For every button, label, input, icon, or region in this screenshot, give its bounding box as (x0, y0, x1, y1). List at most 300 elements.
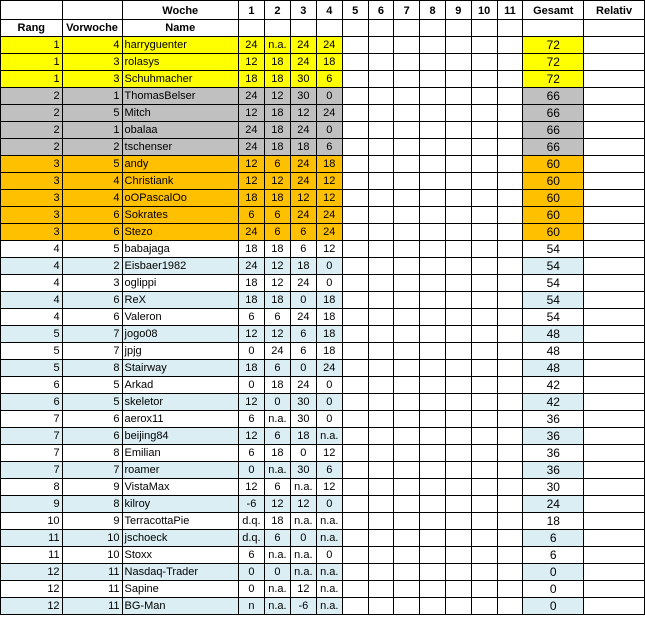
total-score-cell: 42 (523, 394, 584, 411)
week-4-score-cell: 0 (316, 394, 342, 411)
total-score-cell: 60 (523, 224, 584, 241)
week-2-score-cell: 18 (264, 445, 290, 462)
week-4-score-cell: 12 (316, 445, 342, 462)
week-8-score-cell (420, 309, 446, 326)
week-11-score-cell (497, 530, 523, 547)
week-10-score-cell (471, 479, 497, 496)
week-5-score-cell (342, 139, 368, 156)
previous-week-cell: 5 (62, 156, 122, 173)
week-8-score-cell (420, 394, 446, 411)
week-10-score-cell (471, 105, 497, 122)
rank-cell: 8 (1, 479, 63, 496)
week-2-score-cell: 6 (264, 479, 290, 496)
week-9-score-cell (445, 190, 471, 207)
relative-cell (584, 445, 645, 462)
previous-week-cell: 3 (62, 54, 122, 71)
previous-week-cell: 6 (62, 292, 122, 309)
rank-cell: 6 (1, 377, 63, 394)
week-4-score-cell: 12 (316, 173, 342, 190)
relative-cell (584, 360, 645, 377)
week-6-score-cell (368, 173, 394, 190)
week-5-score-cell (342, 54, 368, 71)
player-name-cell: Sokrates (122, 207, 238, 224)
week-7-score-cell (394, 564, 420, 581)
week-11-score-cell (497, 241, 523, 258)
week-6-score-cell (368, 377, 394, 394)
week-8-score-cell (420, 139, 446, 156)
week-4-score-cell: 12 (316, 190, 342, 207)
week-8-score-cell (420, 530, 446, 547)
week-5-score-cell (342, 37, 368, 54)
header-week-4: 4 (316, 1, 342, 20)
week-6-score-cell (368, 445, 394, 462)
player-name-cell: Schuhmacher (122, 71, 238, 88)
relative-cell (584, 326, 645, 343)
player-name-cell: kilroy (122, 496, 238, 513)
previous-week-cell: 11 (62, 564, 122, 581)
player-name-cell: Mitch (122, 105, 238, 122)
week-1-score-cell: 24 (238, 258, 264, 275)
week-7-score-cell (394, 241, 420, 258)
total-score-cell: 66 (523, 88, 584, 105)
week-3-score-cell: 6 (290, 241, 316, 258)
week-1-score-cell: d.q. (238, 513, 264, 530)
week-2-score-cell: 6 (264, 530, 290, 547)
total-score-cell: 0 (523, 598, 584, 615)
relative-cell (584, 37, 645, 54)
week-7-score-cell (394, 428, 420, 445)
rank-cell: 4 (1, 241, 63, 258)
table-row (1, 530, 645, 547)
week-7-score-cell (394, 88, 420, 105)
week-9-score-cell (445, 547, 471, 564)
week-4-score-cell: 0 (316, 377, 342, 394)
week-5-score-cell (342, 377, 368, 394)
week-3-score-cell: 0 (290, 530, 316, 547)
week-1-score-cell: 18 (238, 360, 264, 377)
week-8-score-cell (420, 207, 446, 224)
relative-cell (584, 292, 645, 309)
week-8-score-cell (420, 326, 446, 343)
week-11-score-cell (497, 207, 523, 224)
week-10-score-cell (471, 581, 497, 598)
header-relativ: Relativ (584, 1, 645, 20)
week-6-score-cell (368, 326, 394, 343)
rank-cell: 7 (1, 462, 63, 479)
week-10-score-cell (471, 343, 497, 360)
week-6-score-cell (368, 581, 394, 598)
table-row (1, 258, 645, 275)
week-5-score-cell (342, 360, 368, 377)
week-5-score-cell (342, 496, 368, 513)
week-7-score-cell (394, 462, 420, 479)
week-9-score-cell (445, 207, 471, 224)
relative-cell (584, 224, 645, 241)
week-3-score-cell: 30 (290, 71, 316, 88)
total-score-cell: 42 (523, 377, 584, 394)
week-5-score-cell (342, 71, 368, 88)
total-score-cell: 66 (523, 122, 584, 139)
week-3-score-cell: 6 (290, 343, 316, 360)
week-4-score-cell: 18 (316, 309, 342, 326)
header-empty-cell (497, 20, 523, 37)
week-5-score-cell (342, 258, 368, 275)
week-3-score-cell: n.a. (290, 564, 316, 581)
total-score-cell: 36 (523, 428, 584, 445)
previous-week-cell: 1 (62, 122, 122, 139)
week-3-score-cell: 24 (290, 207, 316, 224)
week-4-score-cell: 0 (316, 88, 342, 105)
week-4-score-cell: 6 (316, 71, 342, 88)
week-10-score-cell (471, 275, 497, 292)
week-10-score-cell (471, 462, 497, 479)
week-6-score-cell (368, 190, 394, 207)
week-2-score-cell: n.a. (264, 547, 290, 564)
previous-week-cell: 8 (62, 445, 122, 462)
rank-cell: 9 (1, 496, 63, 513)
week-3-score-cell: 12 (290, 581, 316, 598)
header-empty-cell (584, 20, 645, 37)
week-7-score-cell (394, 37, 420, 54)
week-3-score-cell: 30 (290, 88, 316, 105)
relative-cell (584, 88, 645, 105)
total-score-cell: 60 (523, 156, 584, 173)
week-11-score-cell (497, 309, 523, 326)
week-9-score-cell (445, 258, 471, 275)
week-3-score-cell: -6 (290, 598, 316, 615)
table-row (1, 275, 645, 292)
week-3-score-cell: 30 (290, 394, 316, 411)
week-1-score-cell: -6 (238, 496, 264, 513)
rank-cell: 7 (1, 428, 63, 445)
week-9-score-cell (445, 71, 471, 88)
week-7-score-cell (394, 224, 420, 241)
week-4-score-cell: n.a. (316, 564, 342, 581)
previous-week-cell: 4 (62, 190, 122, 207)
week-6-score-cell (368, 428, 394, 445)
week-11-score-cell (497, 156, 523, 173)
player-name-cell: Sapine (122, 581, 238, 598)
week-11-score-cell (497, 173, 523, 190)
week-2-score-cell: 18 (264, 190, 290, 207)
rank-cell: 7 (1, 411, 63, 428)
table-row (1, 513, 645, 530)
total-score-cell: 36 (523, 445, 584, 462)
week-10-score-cell (471, 173, 497, 190)
week-4-score-cell: n.a. (316, 598, 342, 615)
week-1-score-cell: 24 (238, 37, 264, 54)
week-4-score-cell: 0 (316, 547, 342, 564)
header-empty-cell (290, 20, 316, 37)
week-9-score-cell (445, 598, 471, 615)
week-2-score-cell: 0 (264, 564, 290, 581)
week-8-score-cell (420, 343, 446, 360)
header-week-2: 2 (264, 1, 290, 20)
week-4-score-cell: 24 (316, 224, 342, 241)
week-4-score-cell: 18 (316, 326, 342, 343)
player-name-cell: Valeron (122, 309, 238, 326)
week-1-score-cell: 12 (238, 173, 264, 190)
table-row (1, 224, 645, 241)
week-4-score-cell: 0 (316, 258, 342, 275)
week-6-score-cell (368, 360, 394, 377)
table-row (1, 54, 645, 71)
week-9-score-cell (445, 462, 471, 479)
header-week-8: 8 (420, 1, 446, 20)
player-name-cell: roamer (122, 462, 238, 479)
week-1-score-cell: 18 (238, 292, 264, 309)
week-1-score-cell: 12 (238, 54, 264, 71)
week-11-score-cell (497, 139, 523, 156)
week-11-score-cell (497, 564, 523, 581)
week-1-score-cell: 0 (238, 581, 264, 598)
week-2-score-cell: 6 (264, 428, 290, 445)
week-5-score-cell (342, 513, 368, 530)
week-10-score-cell (471, 530, 497, 547)
player-name-cell: tschenser (122, 139, 238, 156)
week-7-score-cell (394, 496, 420, 513)
week-8-score-cell (420, 564, 446, 581)
header-week-5: 5 (342, 1, 368, 20)
relative-cell (584, 156, 645, 173)
table-row (1, 156, 645, 173)
week-2-score-cell: n.a. (264, 598, 290, 615)
week-7-score-cell (394, 547, 420, 564)
previous-week-cell: 4 (62, 173, 122, 190)
rank-cell: 2 (1, 139, 63, 156)
week-4-score-cell: 18 (316, 343, 342, 360)
week-10-score-cell (471, 564, 497, 581)
total-score-cell: 0 (523, 564, 584, 581)
rank-cell: 2 (1, 105, 63, 122)
week-4-score-cell: 18 (316, 156, 342, 173)
total-score-cell: 6 (523, 547, 584, 564)
rank-cell: 4 (1, 309, 63, 326)
relative-cell (584, 479, 645, 496)
week-7-score-cell (394, 54, 420, 71)
relative-cell (584, 564, 645, 581)
relative-cell (584, 428, 645, 445)
week-9-score-cell (445, 122, 471, 139)
week-5-score-cell (342, 326, 368, 343)
week-7-score-cell (394, 122, 420, 139)
table-body (1, 37, 645, 615)
week-9-score-cell (445, 241, 471, 258)
rank-cell: 2 (1, 122, 63, 139)
week-5-score-cell (342, 207, 368, 224)
week-3-score-cell: 12 (290, 190, 316, 207)
week-1-score-cell: d.q. (238, 530, 264, 547)
week-4-score-cell: n.a. (316, 513, 342, 530)
week-3-score-cell: 24 (290, 156, 316, 173)
total-score-cell: 72 (523, 71, 584, 88)
relative-cell (584, 207, 645, 224)
week-5-score-cell (342, 88, 368, 105)
rank-cell: 11 (1, 530, 63, 547)
table-row (1, 581, 645, 598)
total-score-cell: 48 (523, 326, 584, 343)
week-8-score-cell (420, 37, 446, 54)
week-3-score-cell: 18 (290, 258, 316, 275)
week-11-score-cell (497, 598, 523, 615)
rank-cell: 1 (1, 54, 63, 71)
week-5-score-cell (342, 224, 368, 241)
week-11-score-cell (497, 411, 523, 428)
week-8-score-cell (420, 156, 446, 173)
previous-week-cell: 5 (62, 377, 122, 394)
relative-cell (584, 54, 645, 71)
week-5-score-cell (342, 411, 368, 428)
week-2-score-cell: 0 (264, 394, 290, 411)
week-3-score-cell: n.a. (290, 513, 316, 530)
week-9-score-cell (445, 37, 471, 54)
week-11-score-cell (497, 224, 523, 241)
week-2-score-cell: 6 (264, 207, 290, 224)
relative-cell (584, 598, 645, 615)
week-2-score-cell: n.a. (264, 411, 290, 428)
player-name-cell: Stezo (122, 224, 238, 241)
player-name-cell: VistaMax (122, 479, 238, 496)
relative-cell (584, 547, 645, 564)
week-3-score-cell: n.a. (290, 479, 316, 496)
week-9-score-cell (445, 224, 471, 241)
week-6-score-cell (368, 224, 394, 241)
rank-cell: 2 (1, 88, 63, 105)
header-week-10: 10 (471, 1, 497, 20)
week-7-score-cell (394, 105, 420, 122)
week-10-score-cell (471, 377, 497, 394)
week-3-score-cell: n.a. (290, 547, 316, 564)
rank-cell: 5 (1, 360, 63, 377)
week-8-score-cell (420, 71, 446, 88)
week-3-score-cell: 24 (290, 309, 316, 326)
week-7-score-cell (394, 173, 420, 190)
week-4-score-cell: 12 (316, 241, 342, 258)
week-4-score-cell: 18 (316, 54, 342, 71)
header-empty-cell (342, 20, 368, 37)
week-3-score-cell: 6 (290, 326, 316, 343)
previous-week-cell: 4 (62, 37, 122, 54)
week-5-score-cell (342, 241, 368, 258)
previous-week-cell: 5 (62, 105, 122, 122)
week-11-score-cell (497, 377, 523, 394)
week-7-score-cell (394, 530, 420, 547)
week-9-score-cell (445, 173, 471, 190)
week-11-score-cell (497, 190, 523, 207)
week-6-score-cell (368, 292, 394, 309)
week-4-score-cell: n.a. (316, 581, 342, 598)
week-6-score-cell (368, 343, 394, 360)
player-name-cell: ReX (122, 292, 238, 309)
header-woche: Woche (122, 1, 238, 20)
rank-cell: 4 (1, 258, 63, 275)
previous-week-cell: 5 (62, 394, 122, 411)
total-score-cell: 54 (523, 258, 584, 275)
week-5-score-cell (342, 105, 368, 122)
player-name-cell: Eisbaer1982 (122, 258, 238, 275)
week-3-score-cell: 12 (290, 496, 316, 513)
week-7-score-cell (394, 360, 420, 377)
week-3-score-cell: 0 (290, 292, 316, 309)
week-5-score-cell (342, 275, 368, 292)
previous-week-cell: 6 (62, 207, 122, 224)
week-6-score-cell (368, 275, 394, 292)
week-4-score-cell: n.a. (316, 530, 342, 547)
week-2-score-cell: 6 (264, 309, 290, 326)
week-3-score-cell: 12 (290, 105, 316, 122)
week-1-score-cell: 18 (238, 241, 264, 258)
week-1-score-cell: 6 (238, 411, 264, 428)
player-name-cell: oglippi (122, 275, 238, 292)
week-4-score-cell: 0 (316, 275, 342, 292)
week-6-score-cell (368, 479, 394, 496)
week-2-score-cell: 18 (264, 71, 290, 88)
week-3-score-cell: 0 (290, 445, 316, 462)
table-row (1, 462, 645, 479)
total-score-cell: 36 (523, 411, 584, 428)
week-11-score-cell (497, 428, 523, 445)
header-blank-vorwoche (62, 1, 122, 20)
week-9-score-cell (445, 411, 471, 428)
player-name-cell: jogo08 (122, 326, 238, 343)
total-score-cell: 36 (523, 462, 584, 479)
week-1-score-cell: 6 (238, 207, 264, 224)
week-10-score-cell (471, 411, 497, 428)
week-6-score-cell (368, 598, 394, 615)
header-empty-cell (264, 20, 290, 37)
week-7-score-cell (394, 71, 420, 88)
rank-cell: 1 (1, 71, 63, 88)
player-name-cell: Stoxx (122, 547, 238, 564)
header-row-labels (1, 20, 645, 37)
week-2-score-cell: 6 (264, 156, 290, 173)
header-empty-cell (238, 20, 264, 37)
player-name-cell: BG-Man (122, 598, 238, 615)
week-8-score-cell (420, 513, 446, 530)
week-7-score-cell (394, 258, 420, 275)
previous-week-cell: 10 (62, 530, 122, 547)
rank-cell: 11 (1, 547, 63, 564)
week-1-score-cell: 24 (238, 88, 264, 105)
table-row (1, 309, 645, 326)
header-week-1: 1 (238, 1, 264, 20)
week-11-score-cell (497, 292, 523, 309)
week-9-score-cell (445, 530, 471, 547)
week-2-score-cell: 6 (264, 224, 290, 241)
week-11-score-cell (497, 479, 523, 496)
week-5-score-cell (342, 122, 368, 139)
week-6-score-cell (368, 309, 394, 326)
week-6-score-cell (368, 54, 394, 71)
week-5-score-cell (342, 156, 368, 173)
week-10-score-cell (471, 71, 497, 88)
total-score-cell: 24 (523, 496, 584, 513)
week-8-score-cell (420, 581, 446, 598)
total-score-cell: 66 (523, 105, 584, 122)
week-9-score-cell (445, 564, 471, 581)
rank-cell: 6 (1, 394, 63, 411)
week-8-score-cell (420, 547, 446, 564)
relative-cell (584, 173, 645, 190)
week-10-score-cell (471, 394, 497, 411)
week-5-score-cell (342, 309, 368, 326)
week-3-score-cell: 30 (290, 411, 316, 428)
rank-cell: 3 (1, 190, 63, 207)
player-name-cell: Emilian (122, 445, 238, 462)
week-2-score-cell: 24 (264, 343, 290, 360)
previous-week-cell: 9 (62, 479, 122, 496)
relative-cell (584, 241, 645, 258)
